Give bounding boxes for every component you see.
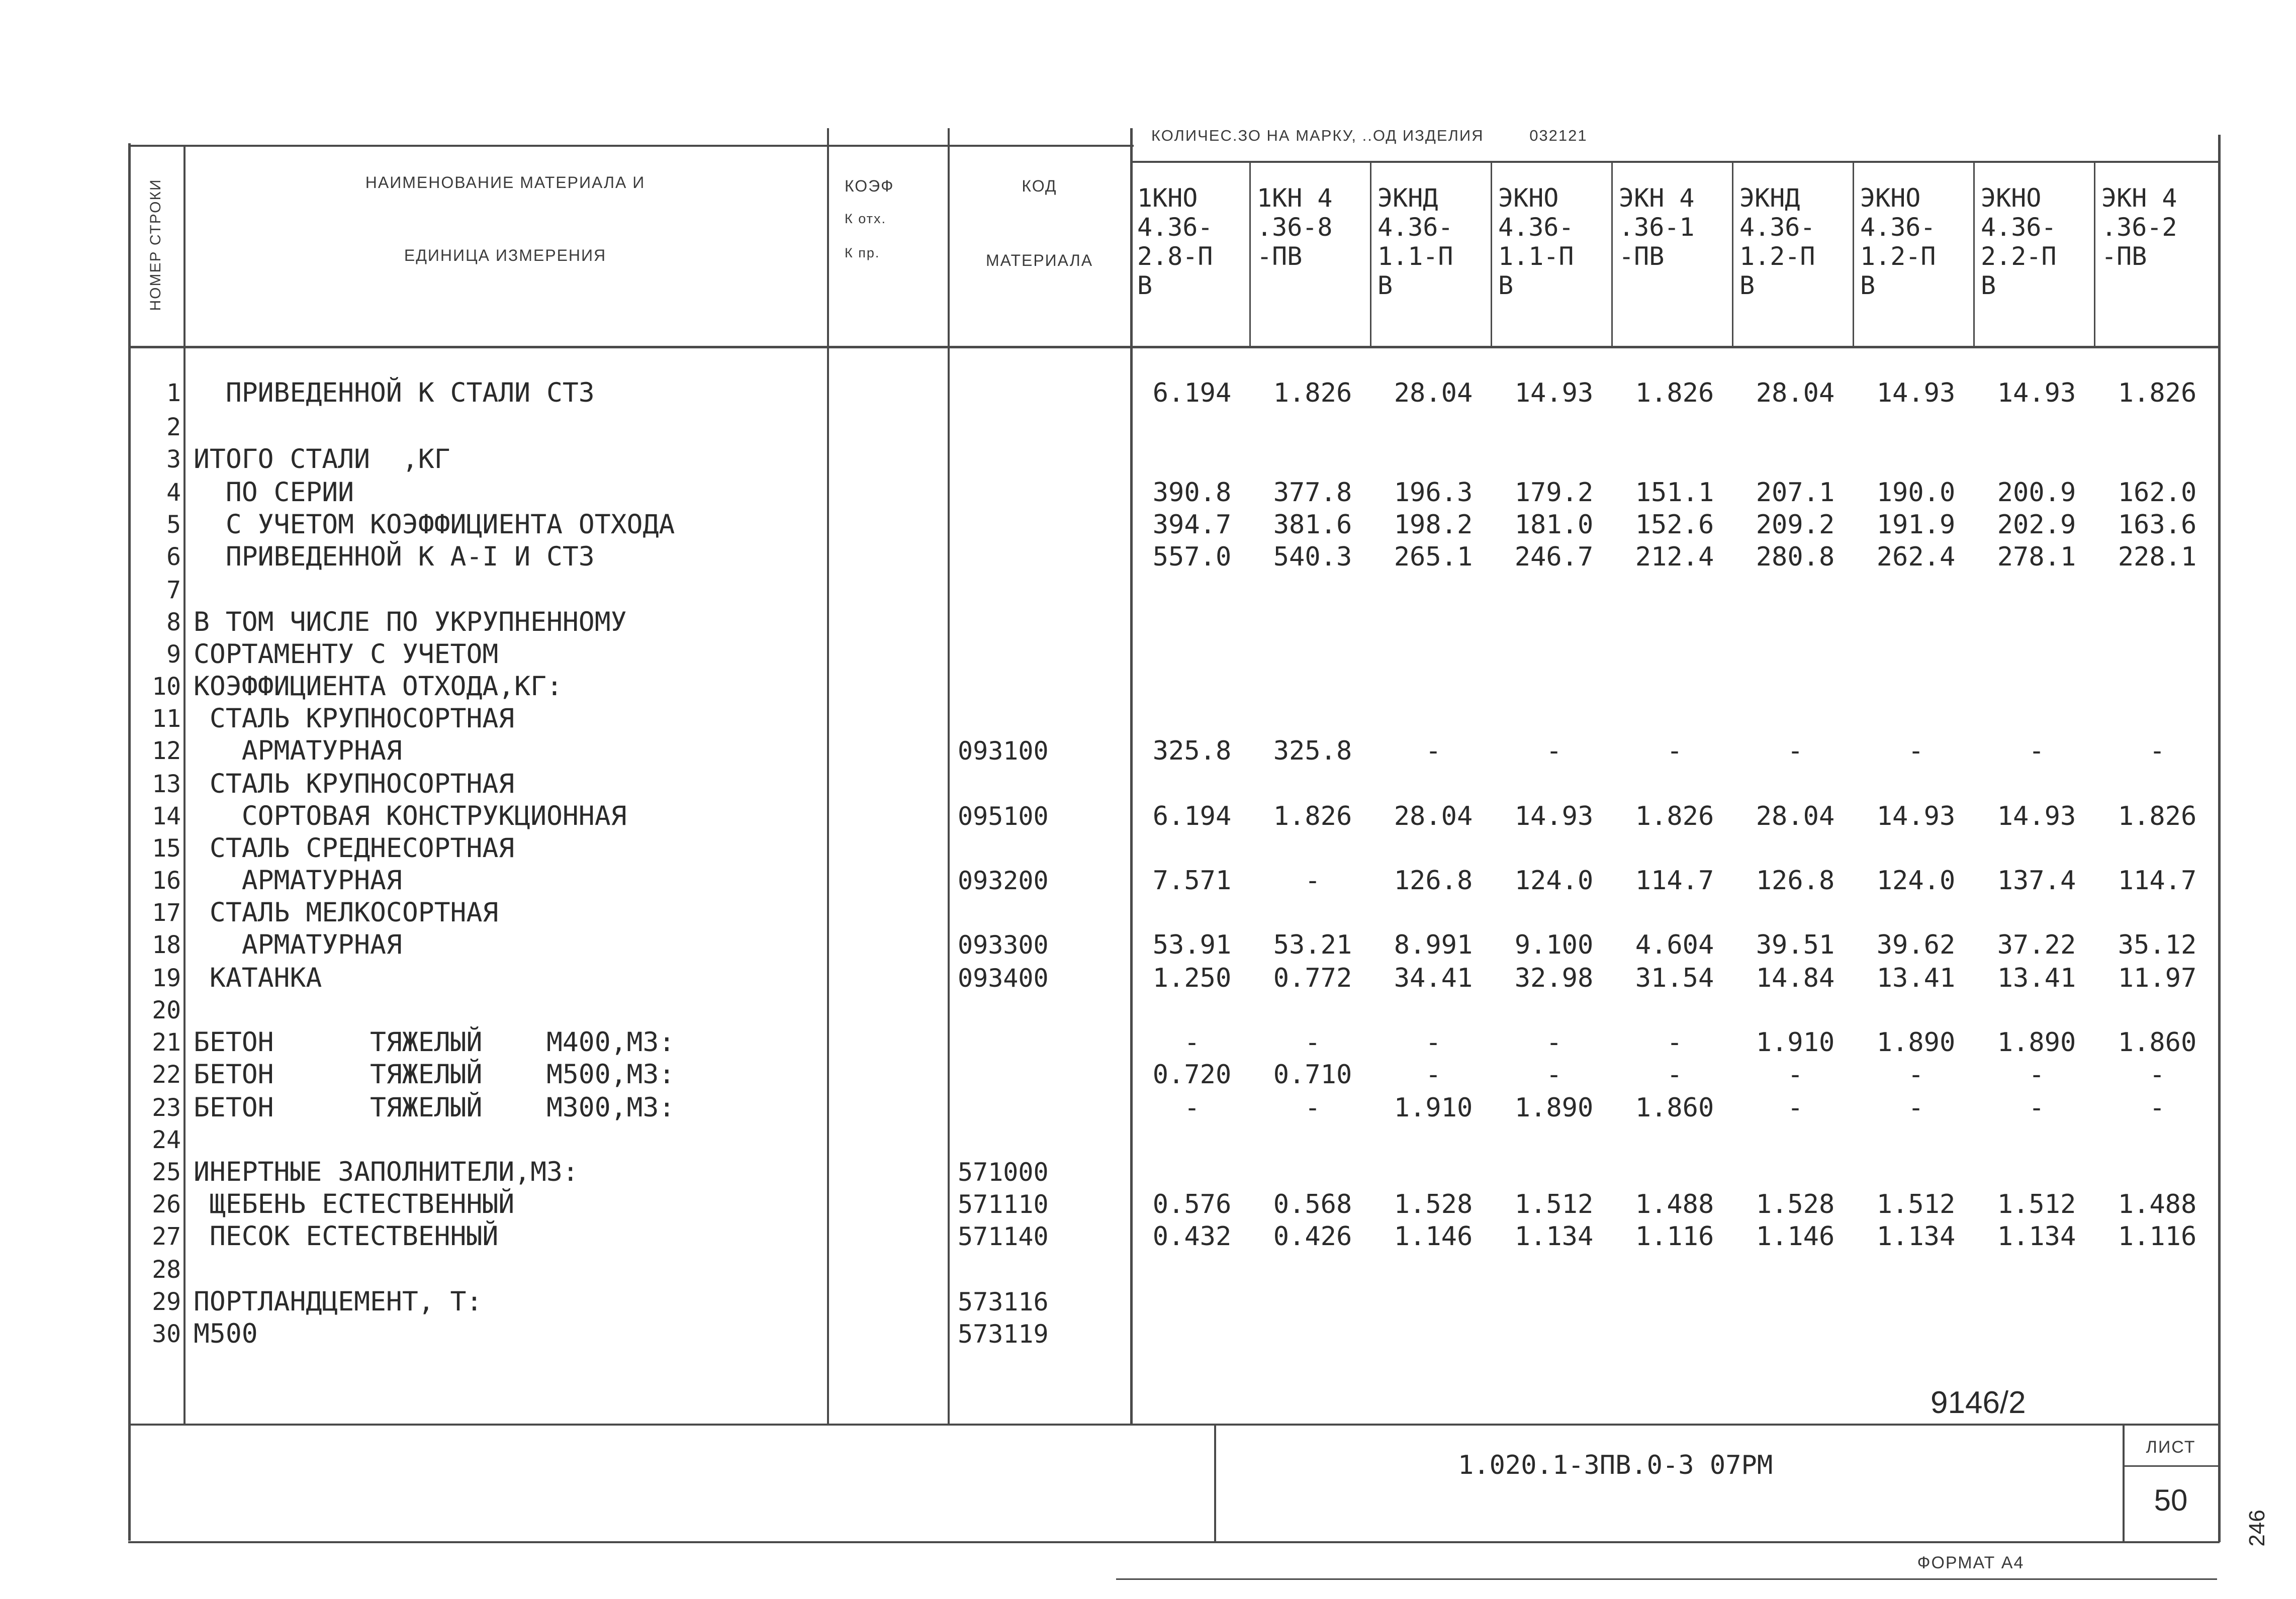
row-value: 124.0: [1514, 866, 1594, 896]
row-value: 0.720: [1152, 1060, 1232, 1090]
row-value: 202.9: [1997, 510, 2076, 540]
row-value: 278.1: [1997, 542, 2076, 572]
row-value: -: [1305, 866, 1321, 896]
row-value: -: [1667, 1060, 1683, 1090]
row-value: 137.4: [1997, 866, 2076, 896]
row-value: 1.146: [1756, 1221, 1835, 1252]
row-value: 31.54: [1635, 963, 1714, 993]
row-number: 3: [166, 445, 181, 474]
row-value: 1.134: [1997, 1221, 2076, 1252]
row-value: -: [1184, 1093, 1200, 1123]
row-material-name: СОРТАМЕНТУ С УЧЕТОМ: [194, 639, 499, 670]
row-number: 12: [152, 737, 181, 765]
row-value: 200.9: [1997, 478, 2076, 508]
row-value: 34.41: [1394, 963, 1473, 993]
row-value: 1.512: [1514, 1189, 1594, 1219]
row-value: 1.116: [2118, 1221, 2197, 1252]
side-number: 246: [2245, 1510, 2269, 1547]
frame-top-line: [128, 145, 1134, 147]
row-material-name: СТАЛЬ КРУПНОСОРТНАЯ: [194, 703, 515, 734]
row-value: -: [2149, 1060, 2165, 1090]
row-value: 1.528: [1394, 1189, 1473, 1219]
row-material-name: ПЕСОК ЕСТЕСТВЕННЫЙ: [194, 1221, 499, 1252]
row-value: 1.826: [1273, 378, 1352, 408]
top-caption: [1151, 127, 1704, 145]
top-caption-code: 032121: [1529, 127, 1588, 144]
row-material-code: 095100: [958, 802, 1049, 831]
row-material-name: СТАЛЬ СРЕДНЕСОРТНАЯ: [194, 833, 515, 864]
row-material-name: ПО СЕРИИ: [194, 477, 354, 508]
row-number: 1: [166, 379, 181, 407]
row-number: 24: [152, 1126, 181, 1154]
row-material-name: ЩЕБЕНЬ ЕСТЕСТВЕННЫЙ: [194, 1189, 515, 1219]
row-number: 17: [152, 899, 181, 927]
row-value: 7.571: [1152, 866, 1232, 896]
row-number: 10: [152, 673, 181, 701]
row-value: 1.116: [1635, 1221, 1714, 1252]
coef-label-line3: К пр.: [845, 245, 880, 260]
product-col-4: ЭКНО 4.36- 1.1-П В: [1498, 183, 1574, 300]
coef-label-line2: К отх.: [845, 211, 887, 226]
row-value: 381.6: [1273, 510, 1352, 540]
row-value: 0.568: [1273, 1189, 1352, 1219]
row-material-code: 093200: [958, 866, 1049, 895]
row-value: -: [1425, 1027, 1441, 1058]
row-number: 29: [152, 1288, 181, 1316]
row-value: 1.890: [1876, 1027, 1956, 1058]
body-bottom-line: [128, 1424, 2220, 1426]
row-value: 1.910: [1394, 1093, 1473, 1123]
row-value: 14.93: [1997, 801, 2076, 831]
code-label-line1: КОД: [1022, 177, 1057, 195]
format-label: ФОРМАТ А4: [1917, 1553, 2025, 1572]
row-value: -: [1667, 1027, 1683, 1058]
row-value: 228.1: [2118, 542, 2197, 572]
row-value: 0.710: [1273, 1060, 1352, 1090]
row-value: -: [1908, 736, 1924, 766]
top-caption-text: КОЛИЧЕС.ЗО НА МАРКУ, ..ОД ИЗДЕЛИЯ: [1151, 127, 1484, 144]
product-col-1: 1КНО 4.36- 2.8-П В: [1137, 183, 1213, 300]
row-number: 21: [152, 1028, 181, 1057]
row-material-name: КОЭФФИЦИЕНТА ОТХОДА,КГ:: [194, 671, 563, 702]
row-number: 7: [166, 576, 181, 604]
row-value: 198.2: [1394, 510, 1473, 540]
col-sep-name: [827, 128, 829, 1426]
row-material-code: 093300: [958, 930, 1049, 960]
row-value: 1.134: [1876, 1221, 1956, 1252]
row-value: 13.41: [1876, 963, 1956, 993]
row-value: 1.134: [1514, 1221, 1594, 1252]
row-material-code: 573119: [958, 1320, 1049, 1349]
product-col-8: ЭКНО 4.36- 2.2-П В: [1981, 183, 2057, 300]
row-number: 11: [152, 705, 181, 733]
row-value: -: [2149, 1093, 2165, 1123]
row-value: 14.93: [1997, 378, 2076, 408]
row-value: 1.826: [2118, 801, 2197, 831]
row-value: 1.826: [2118, 378, 2197, 408]
row-number: 28: [152, 1256, 181, 1284]
row-number: 14: [152, 802, 181, 830]
row-material-code: 573116: [958, 1287, 1049, 1316]
row-material-name: СТАЛЬ КРУПНОСОРТНАЯ: [194, 769, 515, 799]
row-value: 35.12: [2118, 930, 2197, 960]
row-material-name: БЕТОН ТЯЖЕЛЫЙ М300,М3:: [194, 1092, 675, 1123]
row-material-name: ИНЕРТНЫЕ ЗАПОЛНИТЕЛИ,М3:: [194, 1157, 579, 1187]
row-value: 540.3: [1273, 542, 1352, 572]
row-value: 37.22: [1997, 930, 2076, 960]
row-number: 30: [152, 1320, 181, 1348]
row-material-name: БЕТОН ТЯЖЕЛЫЙ М500,М3:: [194, 1059, 675, 1090]
row-value: 28.04: [1394, 801, 1473, 831]
row-value: 28.04: [1756, 378, 1835, 408]
row-value: 14.93: [1876, 801, 1956, 831]
row-material-name: АРМАТУРНАЯ: [194, 929, 402, 960]
row-value: 126.8: [1756, 866, 1835, 896]
row-number: 26: [152, 1190, 181, 1218]
row-value: 246.7: [1514, 542, 1594, 572]
row-value: 1.528: [1756, 1189, 1835, 1219]
row-value: 196.3: [1394, 478, 1473, 508]
row-number: 5: [166, 511, 181, 539]
row-value: 325.8: [1152, 736, 1232, 766]
row-value: -: [2029, 1060, 2045, 1090]
titleblock-left-line: [1214, 1426, 1216, 1542]
row-value: 0.432: [1152, 1221, 1232, 1252]
row-value: 152.6: [1635, 510, 1714, 540]
products-top-line: [1130, 161, 2220, 163]
row-value: 9.100: [1514, 930, 1594, 960]
sheet-number: 50: [2154, 1483, 2188, 1517]
row-number: 15: [152, 834, 181, 863]
product-col-3: ЭКНД 4.36- 1.1-П В: [1377, 183, 1453, 300]
row-number: 18: [152, 931, 181, 959]
row-value: -: [1425, 1060, 1441, 1090]
row-value: 179.2: [1514, 478, 1594, 508]
row-value: -: [1546, 1027, 1562, 1058]
row-value: -: [1787, 736, 1803, 766]
row-value: 124.0: [1876, 866, 1956, 896]
row-value: -: [2029, 736, 2045, 766]
row-value: 325.8: [1273, 736, 1352, 766]
row-number: 19: [152, 964, 181, 992]
header-bottom-line: [128, 346, 2220, 348]
row-value: 209.2: [1756, 510, 1835, 540]
row-number-label: НОМЕР СТРОКИ: [147, 178, 164, 311]
row-value: -: [1305, 1093, 1321, 1123]
product-col-2: 1КН 4 .36-8 -ПВ: [1257, 183, 1333, 271]
titleblock-sheet-sep: [2123, 1426, 2125, 1542]
row-value: 162.0: [2118, 478, 2197, 508]
product-col-5: ЭКН 4 .36-1 -ПВ: [1619, 183, 1695, 271]
row-material-code: 571000: [958, 1158, 1049, 1187]
row-value: 377.8: [1273, 478, 1352, 508]
row-value: 39.62: [1876, 930, 1956, 960]
row-material-name: М500: [194, 1319, 258, 1349]
row-value: 53.21: [1273, 930, 1352, 960]
row-value: 390.8: [1152, 478, 1232, 508]
row-value: -: [2029, 1093, 2045, 1123]
row-value: 1.890: [1997, 1027, 2076, 1058]
row-value: -: [2149, 736, 2165, 766]
row-value: 1.826: [1635, 378, 1714, 408]
row-value: 114.7: [2118, 866, 2197, 896]
row-material-name: АРМАТУРНАЯ: [194, 865, 402, 896]
format-underline: [1116, 1578, 2217, 1580]
row-value: 14.93: [1514, 378, 1594, 408]
product-col-7: ЭКНО 4.36- 1.2-П В: [1860, 183, 1936, 300]
row-value: -: [1184, 1027, 1200, 1058]
row-value: 190.0: [1876, 478, 1956, 508]
row-value: -: [1787, 1060, 1803, 1090]
document-designation: 1.020.1-3ПВ.0-3 07РМ: [1458, 1450, 1773, 1480]
row-value: 280.8: [1756, 542, 1835, 572]
row-number: 8: [166, 608, 181, 636]
row-value: 1.512: [1876, 1189, 1956, 1219]
row-material-name: ПОРТЛАНДЦЕМЕНТ, Т:: [194, 1286, 483, 1317]
row-value: 8.991: [1394, 930, 1473, 960]
row-value: 1.910: [1756, 1027, 1835, 1058]
row-value: 13.41: [1997, 963, 2076, 993]
row-value: 14.93: [1514, 801, 1594, 831]
row-value: 28.04: [1394, 378, 1473, 408]
row-value: -: [1546, 736, 1562, 766]
row-number: 23: [152, 1094, 181, 1122]
row-material-code: 571110: [958, 1190, 1049, 1219]
row-material-code: 093400: [958, 964, 1049, 993]
row-value: -: [1546, 1060, 1562, 1090]
row-material-name: С УЧЕТОМ КОЭФФИЦИЕНТА ОТХОДА: [194, 509, 675, 540]
row-value: 39.51: [1756, 930, 1835, 960]
row-material-name: АРМАТУРНАЯ: [194, 735, 402, 766]
row-number: 4: [166, 479, 181, 507]
row-value: 1.890: [1514, 1093, 1594, 1123]
row-value: 28.04: [1756, 801, 1835, 831]
row-value: 14.93: [1876, 378, 1956, 408]
row-value: 14.84: [1756, 963, 1835, 993]
col-sep-coef: [948, 128, 950, 1426]
row-value: 265.1: [1394, 542, 1473, 572]
row-material-name: СТАЛЬ МЕЛКОСОРТНАЯ: [194, 897, 499, 928]
row-material-name: ПРИВЕДЕННОЙ К СТАЛИ СТ3: [194, 378, 595, 408]
code-label-line2: МАТЕРИАЛА: [985, 251, 1093, 269]
row-material-name: В ТОМ ЧИСЛЕ ПО УКРУПНЕННОМУ: [194, 607, 627, 637]
row-value: 1.860: [2118, 1027, 2197, 1058]
row-value: 4.604: [1635, 930, 1714, 960]
row-material-code: 093100: [958, 736, 1049, 766]
row-value: 181.0: [1514, 510, 1594, 540]
row-value: 1.826: [1273, 801, 1352, 831]
col-sep-rownum: [183, 145, 186, 1426]
titleblock-sheet-line: [2123, 1465, 2219, 1467]
row-value: 1.488: [1635, 1189, 1714, 1219]
row-value: 1.512: [1997, 1189, 2076, 1219]
row-number: 16: [152, 867, 181, 895]
row-value: -: [1305, 1027, 1321, 1058]
row-value: 207.1: [1756, 478, 1835, 508]
row-value: -: [1425, 736, 1441, 766]
row-value: 11.97: [2118, 963, 2197, 993]
row-value: -: [1667, 736, 1683, 766]
row-value: 0.426: [1273, 1221, 1352, 1252]
name-label-line1: НАИМЕНОВАНИЕ МАТЕРИАЛА И: [365, 173, 646, 192]
row-value: 262.4: [1876, 542, 1956, 572]
row-number: 9: [166, 640, 181, 669]
row-material-name: КАТАНКА: [194, 963, 322, 993]
row-material-name: БЕТОН ТЯЖЕЛЫЙ М400,М3:: [194, 1027, 675, 1058]
row-value: 0.772: [1273, 963, 1352, 993]
name-label-line2: ЕДИНИЦА ИЗМЕРЕНИЯ: [404, 246, 607, 264]
product-col-9: ЭКН 4 .36-2 -ПВ: [2101, 183, 2177, 271]
row-value: 1.250: [1152, 963, 1232, 993]
row-number: 22: [152, 1061, 181, 1089]
row-number: 20: [152, 996, 181, 1024]
row-value: -: [1908, 1060, 1924, 1090]
row-value: 151.1: [1635, 478, 1714, 508]
row-value: 557.0: [1152, 542, 1232, 572]
row-value: -: [1908, 1093, 1924, 1123]
coef-label-line1: КОЭФ: [845, 177, 894, 195]
row-value: 114.7: [1635, 866, 1714, 896]
row-value: 0.576: [1152, 1189, 1232, 1219]
row-value: 394.7: [1152, 510, 1232, 540]
row-value: 126.8: [1394, 866, 1473, 896]
row-value: 212.4: [1635, 542, 1714, 572]
product-col-6: ЭКНД 4.36- 1.2-П В: [1739, 183, 1815, 300]
row-value: 191.9: [1876, 510, 1956, 540]
archive-number: 9146/2: [1931, 1385, 2026, 1420]
row-value: 1.860: [1635, 1093, 1714, 1123]
row-value: 1.488: [2118, 1189, 2197, 1219]
row-number: 2: [166, 413, 181, 441]
row-value: 6.194: [1152, 378, 1232, 408]
row-material-name: СОРТОВАЯ КОНСТРУКЦИОННАЯ: [194, 801, 627, 831]
frame-left-line: [128, 143, 131, 1541]
row-value: 1.826: [1635, 801, 1714, 831]
row-number: 13: [152, 770, 181, 798]
frame-bottom-line: [128, 1541, 2220, 1543]
row-material-code: 571140: [958, 1222, 1049, 1251]
row-value: -: [1787, 1093, 1803, 1123]
row-number: 25: [152, 1158, 181, 1186]
row-material-name: ПРИВЕДЕННОЙ К А-I И СТ3: [194, 541, 595, 572]
row-number: 27: [152, 1222, 181, 1251]
row-value: 6.194: [1152, 801, 1232, 831]
row-value: 163.6: [2118, 510, 2197, 540]
row-number: 6: [166, 543, 181, 571]
row-value: 1.146: [1394, 1221, 1473, 1252]
row-material-name: ИТОГО СТАЛИ ,КГ: [194, 444, 450, 475]
sheet-label: ЛИСТ: [2146, 1438, 2196, 1457]
row-value: 53.91: [1152, 930, 1232, 960]
row-value: 32.98: [1514, 963, 1594, 993]
